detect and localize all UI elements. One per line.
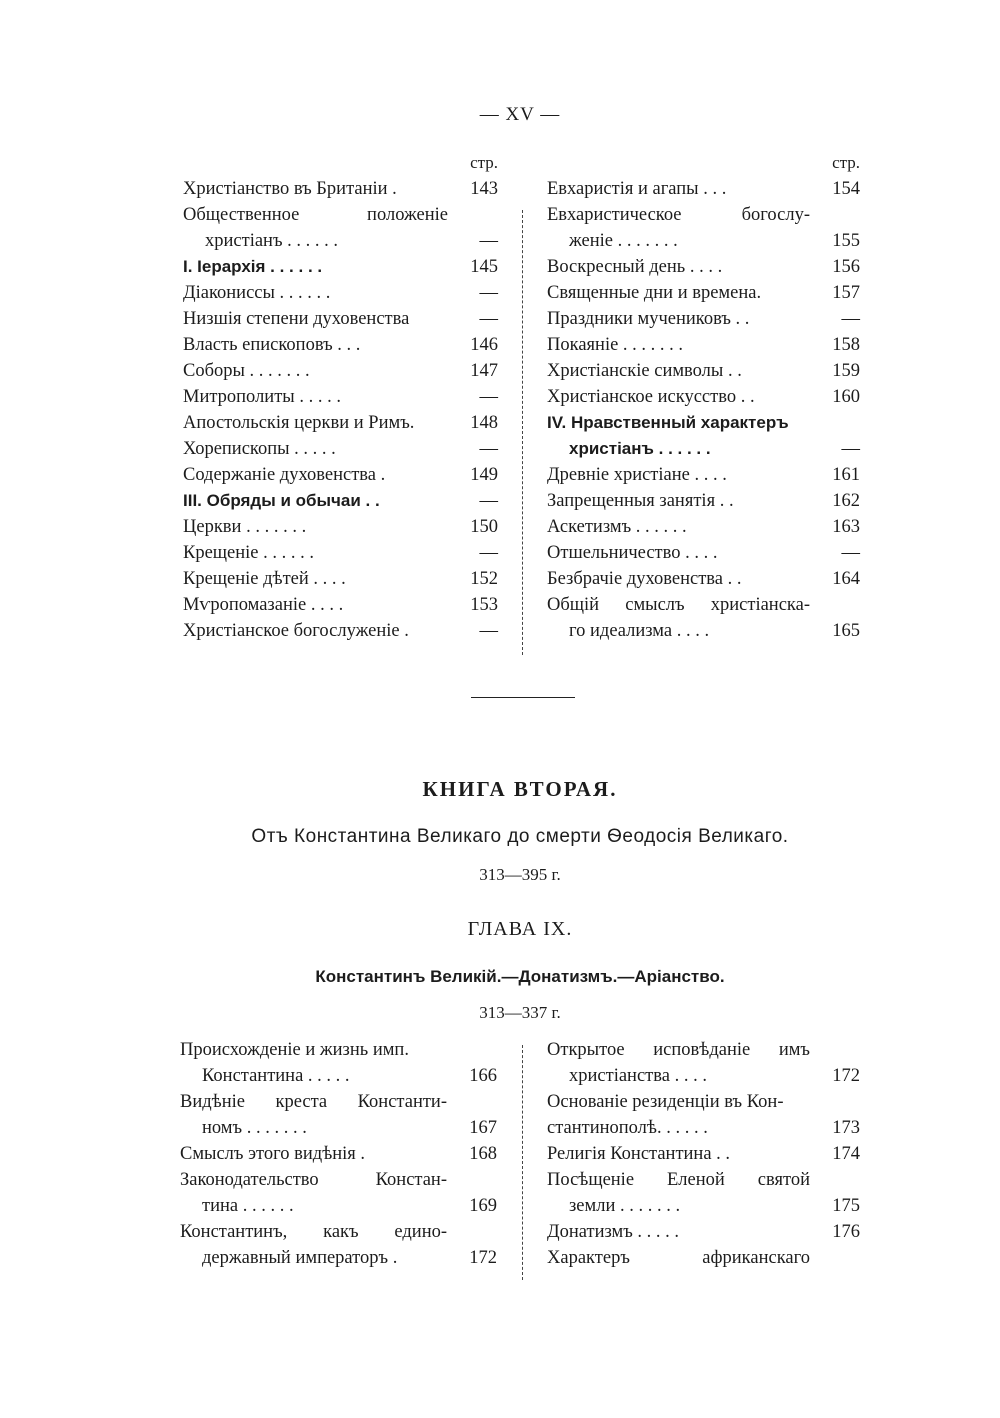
toc-lower-left: [180, 1037, 497, 1271]
toc-entry-page: 153: [470, 595, 498, 615]
toc-entry-title: III. Обряды и обычаи . .: [183, 491, 380, 510]
toc-entry-title: державный императоръ .: [202, 1248, 398, 1268]
toc-entry: [547, 514, 860, 540]
toc-entry: [183, 566, 498, 592]
toc-entry: [183, 202, 498, 228]
toc-entry: [183, 410, 498, 436]
toc-entry-title: Христіанское искусство . .: [547, 387, 755, 407]
toc-entry-title: Діакониссы . . . . . .: [183, 283, 331, 303]
toc-entry-page: 150: [470, 517, 498, 537]
toc-entry: [547, 1219, 860, 1245]
page-column-header: стр.: [832, 153, 860, 172]
toc-entry-page: 160: [832, 387, 860, 407]
book-title: КНИГА ВТОРАЯ.: [422, 777, 618, 801]
toc-entry: [547, 202, 860, 228]
toc-entry: [547, 1115, 860, 1141]
toc-entry: [547, 332, 860, 358]
toc-entry-title: го идеализма . . . .: [569, 621, 710, 641]
toc-entry-title: Церкви . . . . . . .: [183, 517, 307, 537]
toc-entry: [547, 1167, 860, 1193]
toc-entry-page: 172: [832, 1066, 860, 1086]
toc-entry-page: 152: [470, 569, 498, 589]
toc-entry-title: земли . . . . . . .: [569, 1196, 681, 1216]
toc-entry: [547, 436, 860, 462]
toc-entry-page: 159: [832, 361, 860, 381]
toc-entry: [180, 1167, 497, 1193]
toc-entry-page: —: [841, 543, 860, 563]
toc-entry-page: 176: [832, 1222, 860, 1242]
page-number: — XV —: [479, 104, 561, 125]
toc-entry-page: 164: [832, 569, 860, 589]
toc-entry-page: —: [479, 543, 498, 563]
toc-entry-page: 173: [832, 1118, 860, 1138]
toc-lower-right: [547, 1037, 860, 1271]
toc-entry-page: 143: [470, 179, 498, 199]
toc-entry-page: 154: [832, 179, 860, 199]
toc-entry: [183, 384, 498, 410]
toc-entry-title: Характеръ африканскаго: [547, 1248, 810, 1268]
toc-entry-page: 163: [832, 517, 860, 537]
toc-entry: [183, 436, 498, 462]
toc-entry-title: Смыслъ этого видѣнія .: [180, 1144, 366, 1164]
toc-entry: [183, 280, 498, 306]
toc-entry-title: Мѵропомазаніе . . . .: [183, 595, 344, 615]
toc-entry: [183, 176, 498, 202]
toc-entry-title: Донатизмъ . . . . .: [547, 1222, 680, 1242]
toc-entry: [183, 488, 498, 514]
toc-entry: [180, 1141, 497, 1167]
toc-entry: [547, 566, 860, 592]
toc-entry-title: Крещеніе . . . . . .: [183, 543, 315, 563]
toc-entry-page: 162: [832, 491, 860, 511]
toc-entry: [183, 306, 498, 332]
toc-entry: [547, 618, 860, 644]
toc-upper-left: [183, 150, 498, 644]
toc-entry-title: Константинъ, какъ едино-: [180, 1222, 447, 1242]
toc-entry-page: 158: [832, 335, 860, 355]
toc-entry-title: Отшельничество . . . .: [547, 543, 718, 563]
toc-entry-title: христіанъ . . . . . .: [205, 231, 339, 251]
toc-entry: [183, 592, 498, 618]
toc-entry: [183, 228, 498, 254]
toc-entry-title: Евхаристическое богослу-: [547, 205, 810, 225]
toc-entry: [183, 358, 498, 384]
toc-entry-title: тина . . . . . .: [202, 1196, 294, 1216]
toc-entry-page: 146: [470, 335, 498, 355]
toc-upper-right: [547, 150, 860, 644]
toc-entry-title: Посѣщеніе Еленой святой: [547, 1170, 810, 1190]
toc-entry: [547, 488, 860, 514]
toc-entry-title: Апостольскія церкви и Римъ.: [183, 413, 415, 433]
toc-entry-page: 148: [470, 413, 498, 433]
toc-entry: [547, 1037, 860, 1063]
toc-entry-page: —: [841, 309, 860, 329]
toc-entry-title: Законодательство Констан-: [180, 1170, 447, 1190]
toc-entry-title: Хорепископы . . . . .: [183, 439, 336, 459]
toc-entry-title: христіанства . . . .: [569, 1066, 707, 1086]
toc-entry-page: 155: [832, 231, 860, 251]
toc-entry-page: 175: [832, 1196, 860, 1216]
toc-entry-title: Запрещенныя занятія . .: [547, 491, 734, 511]
toc-entry: [547, 410, 860, 436]
toc-entry-page: —: [479, 439, 498, 459]
toc-entry-title: Происхожденіе и жизнь имп.: [180, 1040, 409, 1060]
toc-entry-page: —: [479, 491, 498, 511]
toc-entry: [180, 1063, 497, 1089]
toc-entry-title: Христіанское богослуженіе .: [183, 621, 409, 641]
section-rule: [471, 697, 575, 698]
toc-entry: [180, 1037, 497, 1063]
toc-entry-title: Власть епископовъ . . .: [183, 335, 361, 355]
toc-entry: [547, 1089, 860, 1115]
toc-entry-title: Общій смыслъ христіанска-: [547, 595, 810, 615]
toc-entry-title: Христіанство въ Британіи .: [183, 179, 397, 199]
toc-entry-title: IV. Нравственный характеръ: [547, 413, 789, 432]
toc-entry: [547, 358, 860, 384]
toc-entry-title: Праздники мучениковъ . .: [547, 309, 750, 329]
toc-entry-title: христіанъ . . . . . .: [569, 439, 711, 458]
toc-entry-page: —: [479, 231, 498, 251]
toc-entry-page: 166: [469, 1066, 497, 1086]
toc-entry-page: 145: [470, 257, 498, 277]
toc-entry: [183, 332, 498, 358]
toc-entry-title: Священные дни и времена.: [547, 283, 762, 303]
toc-entry: [547, 384, 860, 410]
toc-entry-page: —: [479, 283, 498, 303]
toc-entry: [547, 176, 860, 202]
toc-entry-page: 156: [832, 257, 860, 277]
toc-entry: [547, 592, 860, 618]
column-divider: [522, 210, 523, 655]
toc-entry-title: Видѣніе креста Константи-: [180, 1092, 447, 1112]
toc-entry-title: I. Іерархія . . . . . .: [183, 257, 323, 276]
toc-entry-title: Открытое исповѣданіе имъ: [547, 1040, 810, 1060]
toc-entry: [547, 306, 860, 332]
toc-entry-page: 157: [832, 283, 860, 303]
toc-entry: [547, 1193, 860, 1219]
toc-entry: [180, 1193, 497, 1219]
toc-entry-page: 169: [469, 1196, 497, 1216]
toc-entry-page: —: [479, 309, 498, 329]
toc-entry: [183, 618, 498, 644]
toc-entry: [183, 514, 498, 540]
toc-entry-title: Крещеніе дѣтей . . . .: [183, 569, 346, 589]
toc-entry-title: женіе . . . . . . .: [569, 231, 678, 251]
toc-entry: [547, 1063, 860, 1089]
toc-entry-title: Древніе христіане . . . .: [547, 465, 727, 485]
toc-entry-title: Митрополиты . . . . .: [183, 387, 341, 407]
toc-entry: [547, 1245, 860, 1271]
toc-entry-title: номъ . . . . . . .: [202, 1118, 307, 1138]
toc-entry-title: Безбрачіе духовенства . .: [547, 569, 742, 589]
toc-entry-page: 165: [832, 621, 860, 641]
toc-entry-title: Религія Константина . .: [547, 1144, 731, 1164]
chapter-title: ГЛАВА IX.: [467, 918, 573, 940]
chapter-years: 313—337 г.: [479, 1003, 561, 1022]
toc-entry-page: 174: [832, 1144, 860, 1164]
toc-entry-title: Общественное положеніе: [183, 205, 448, 225]
toc-entry: [180, 1219, 497, 1245]
book-subtitle: Отъ Константина Великаго до смерти Ѳеодосія Великаго.: [251, 826, 789, 847]
toc-entry: [183, 462, 498, 488]
page-column-header: стр.: [470, 153, 498, 172]
toc-entry-title: Основаніе резиденціи въ Кон-: [547, 1092, 784, 1112]
toc-entry-page: 168: [469, 1144, 497, 1164]
toc-entry-page: 161: [832, 465, 860, 485]
toc-entry-title: Евхаристія и агапы . . .: [547, 179, 727, 199]
toc-entry-title: Константина . . . . .: [202, 1066, 350, 1086]
toc-entry-title: Христіанскіе символы . .: [547, 361, 742, 381]
toc-entry-title: Покаяніе . . . . . . .: [547, 335, 684, 355]
toc-entry: [547, 254, 860, 280]
toc-entry-page: 147: [470, 361, 498, 381]
toc-entry-title: Содержаніе духовенства .: [183, 465, 386, 485]
toc-entry-page: 172: [469, 1248, 497, 1268]
toc-entry: [547, 540, 860, 566]
toc-entry: [180, 1115, 497, 1141]
toc-entry: [547, 462, 860, 488]
toc-entry: [180, 1089, 497, 1115]
toc-entry-title: Воскресный день . . . .: [547, 257, 723, 277]
toc-entry-page: 167: [469, 1118, 497, 1138]
toc-entry-title: Соборы . . . . . . .: [183, 361, 310, 381]
toc-entry-page: —: [479, 621, 498, 641]
toc-entry: [547, 228, 860, 254]
chapter-subtitle: Константинъ Великій.—Донатизмъ.—Аріанство.: [315, 967, 725, 986]
toc-entry: [180, 1245, 497, 1271]
toc-entry-title: стантинополѣ. . . . . .: [547, 1118, 708, 1138]
toc-entry: [547, 1141, 860, 1167]
toc-entry-page: —: [479, 387, 498, 407]
toc-entry: [547, 280, 860, 306]
toc-entry-title: Низшія степени духовенства: [183, 309, 410, 329]
toc-entry: [183, 254, 498, 280]
toc-entry-page: 149: [470, 465, 498, 485]
toc-entry: [183, 540, 498, 566]
toc-entry-title: Аскетизмъ . . . . . .: [547, 517, 687, 537]
book-years: 313—395 г.: [479, 865, 561, 884]
toc-entry-page: —: [841, 439, 860, 459]
column-divider: [522, 1045, 523, 1280]
